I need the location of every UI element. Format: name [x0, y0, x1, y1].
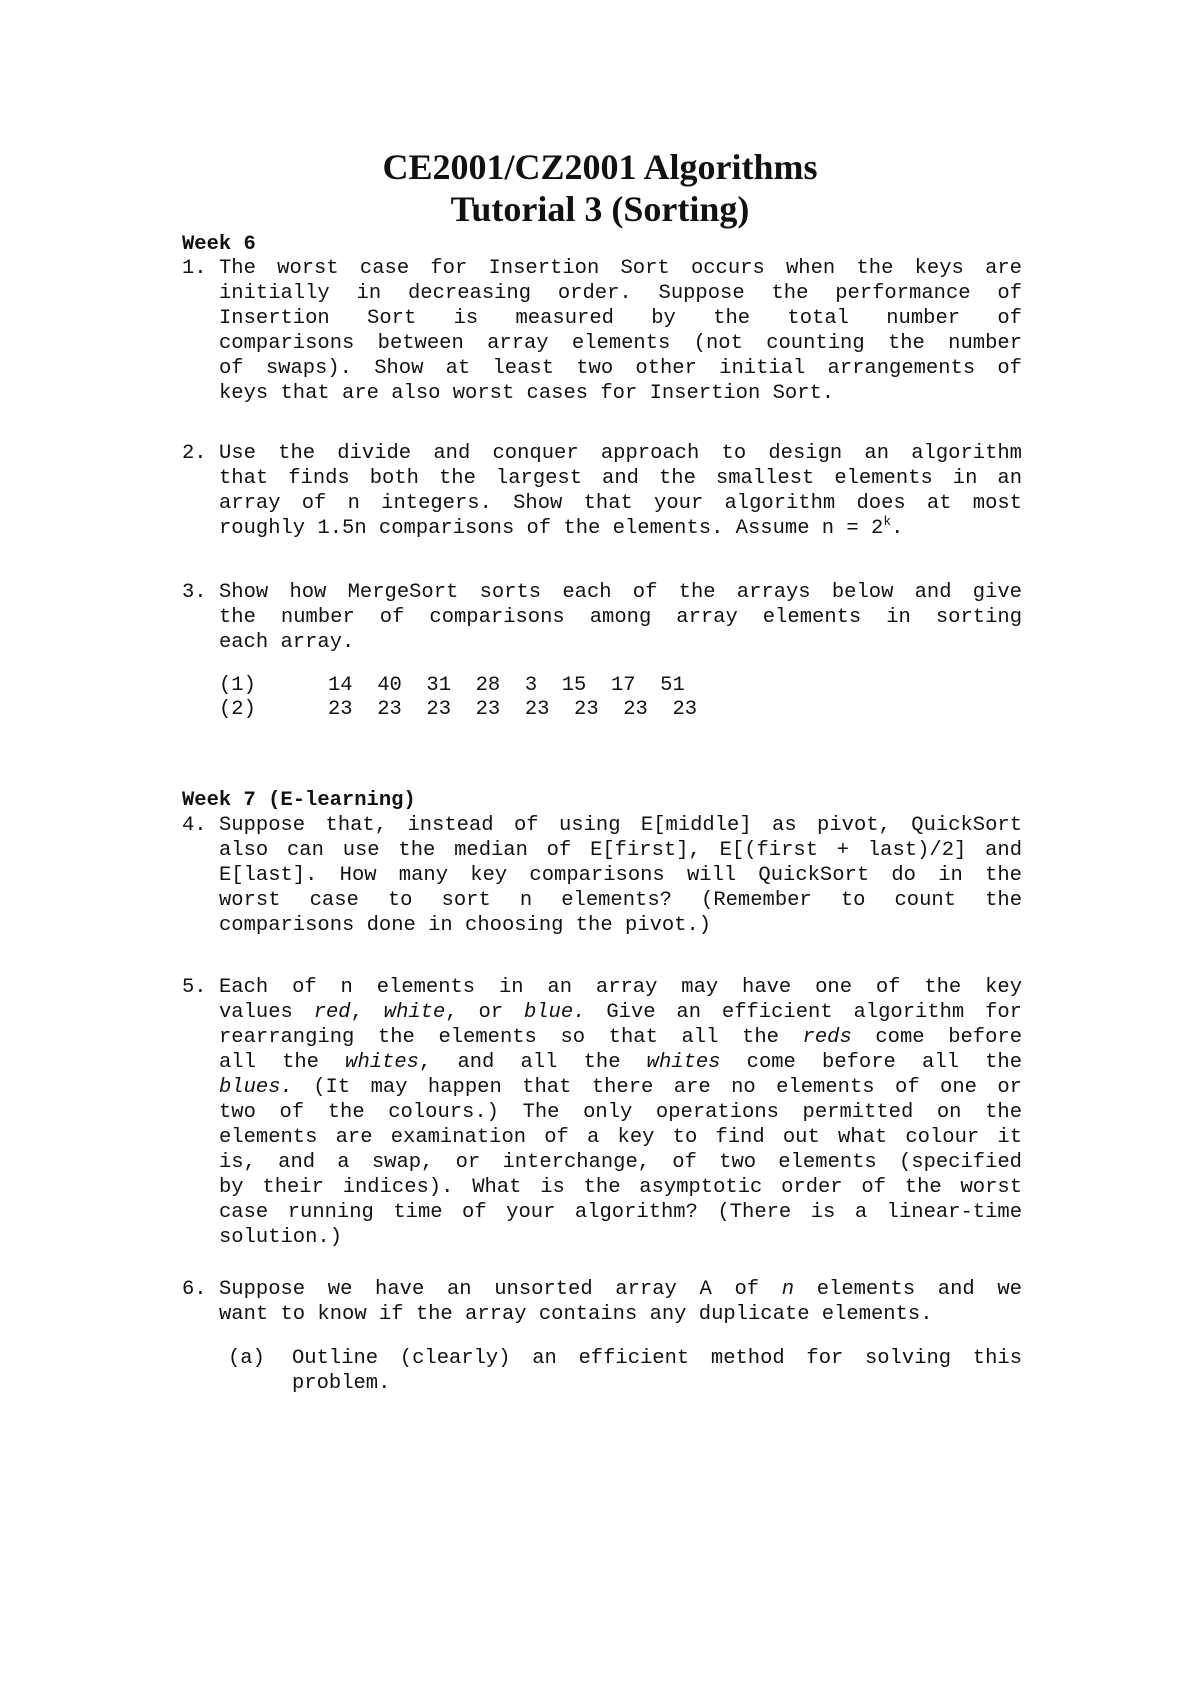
q2-line — [219, 516, 1022, 541]
q4-line: Suppose that, instead of using E[middle] as pivot, QuickSort — [219, 814, 1022, 837]
q5-line — [219, 1000, 1022, 1025]
q1-line: initially in decreasing order. Suppose the performance of — [219, 282, 1022, 305]
q5-text: , — [350, 1001, 384, 1024]
q6-text: elements and we — [794, 1278, 1022, 1301]
subpart-label: (a) — [228, 1347, 265, 1370]
q5-text: all the — [219, 1051, 346, 1074]
question-number: 5. — [182, 976, 207, 999]
q5-line — [219, 1050, 1022, 1075]
q5-line: by their indices). What is the asymptotic order of the worst — [219, 1176, 1022, 1199]
term-blue: blue. — [523, 1001, 586, 1024]
q2-period: . — [891, 517, 904, 540]
question-1 — [182, 256, 1022, 406]
question-number: 3. — [182, 581, 207, 604]
q4-line: worst case to sort n elements? (Remember to count the — [219, 889, 1022, 912]
q6a-line: problem. — [292, 1372, 391, 1395]
q5-text: (It may happen that there are no elements of one or — [292, 1076, 1022, 1099]
q5-line — [219, 1075, 1022, 1100]
q5-text: , or — [445, 1001, 524, 1024]
q1-line: Insertion Sort is measured by the total number of — [219, 307, 1022, 330]
q6a-line: Outline (clearly) an efficient method for solving this — [292, 1347, 1022, 1370]
q5-text: values — [219, 1001, 314, 1024]
q3-line: each array. — [219, 631, 355, 654]
q2-line: array of n integers. Show that your algorithm does at most — [219, 492, 1022, 515]
q3-line: Show how MergeSort sorts each of the arrays below and give — [219, 581, 1022, 604]
q4-line: E[last]. How many key comparisons will QuickSort do in the — [219, 864, 1022, 887]
q6-line — [219, 1277, 1022, 1302]
q6-line: want to know if the array contains any duplicate elements. — [219, 1303, 933, 1326]
q2-line: Use the divide and conquer approach to design an algorithm — [219, 442, 1022, 465]
array-values: 23 23 23 23 23 23 23 23 — [328, 698, 698, 721]
q4-line: also can use the median of E[first], E[(first + last)/2] and — [219, 839, 1022, 862]
term-blues: blues. — [219, 1076, 293, 1099]
term-n: n — [781, 1278, 795, 1301]
q2-text: roughly 1.5n comparisons of the elements. Assume n = 2 — [219, 517, 884, 540]
question-number: 2. — [182, 442, 207, 465]
question-6 — [182, 1277, 1022, 1327]
q5-text: come before all the — [720, 1051, 1022, 1074]
question-2 — [182, 441, 1022, 541]
q5-line: is, and a swap, or interchange, of two elements (specified — [219, 1151, 1022, 1174]
q1-line: The worst case for Insertion Sort occurs when the keys are — [219, 257, 1022, 280]
array-row-1 — [219, 673, 685, 698]
question-number: 1. — [182, 257, 207, 280]
array-row-2 — [219, 697, 698, 722]
question-4 — [182, 813, 1022, 938]
q5-line: case running time of your algorithm? (There is a linear-time — [219, 1201, 1022, 1224]
q3-line: the number of comparisons among array elements in sorting — [219, 606, 1022, 629]
term-white: white — [383, 1001, 446, 1024]
question-number: 6. — [182, 1278, 207, 1301]
question-3 — [182, 580, 1022, 655]
q2-line: that finds both the largest and the smallest elements in an — [219, 467, 1022, 490]
q5-line: two of the colours.) The only operations permitted on the — [219, 1101, 1022, 1124]
question-number: 4. — [182, 814, 207, 837]
array-label: (1) — [219, 674, 256, 697]
q5-line: Each of n elements in an array may have one of the key — [219, 976, 1022, 999]
term-whites: whites — [646, 1051, 721, 1074]
array-values: 14 40 31 28 3 15 17 51 — [328, 674, 685, 697]
q6-text: Suppose we have an unsorted array A of — [219, 1278, 782, 1301]
week-6-heading: Week 6 — [182, 233, 256, 256]
question-5 — [182, 975, 1022, 1250]
course-title: CE2001/CZ2001 Algorithms — [382, 147, 818, 187]
q1-line: comparisons between array elements (not counting the number — [219, 332, 1022, 355]
week-7-heading: Week 7 (E-learning) — [182, 789, 416, 812]
q1-line: keys that are also worst cases for Insertion Sort. — [219, 382, 835, 405]
array-label: (2) — [219, 698, 256, 721]
q5-text: come before — [851, 1026, 1023, 1049]
term-whites: whites — [345, 1051, 419, 1074]
q5-line — [219, 1025, 1022, 1050]
q5-line: elements are examination of a key to find out what colour it — [219, 1126, 1022, 1149]
term-reds: reds — [802, 1026, 852, 1049]
q5-text: Give an efficient algorithm for — [585, 1001, 1022, 1024]
q5-text: , and all the — [418, 1051, 647, 1074]
exponent-k: k — [883, 514, 892, 530]
q5-text: rearranging the elements so that all the — [219, 1026, 803, 1049]
term-red: red — [313, 1001, 351, 1024]
tutorial-title: Tutorial 3 (Sorting) — [450, 189, 750, 229]
q5-line: solution.) — [219, 1226, 343, 1249]
question-6a — [228, 1346, 1022, 1396]
q4-line: comparisons done in choosing the pivot.) — [219, 914, 712, 937]
q1-line: of swaps). Show at least two other initial arrangements of — [219, 357, 1022, 380]
